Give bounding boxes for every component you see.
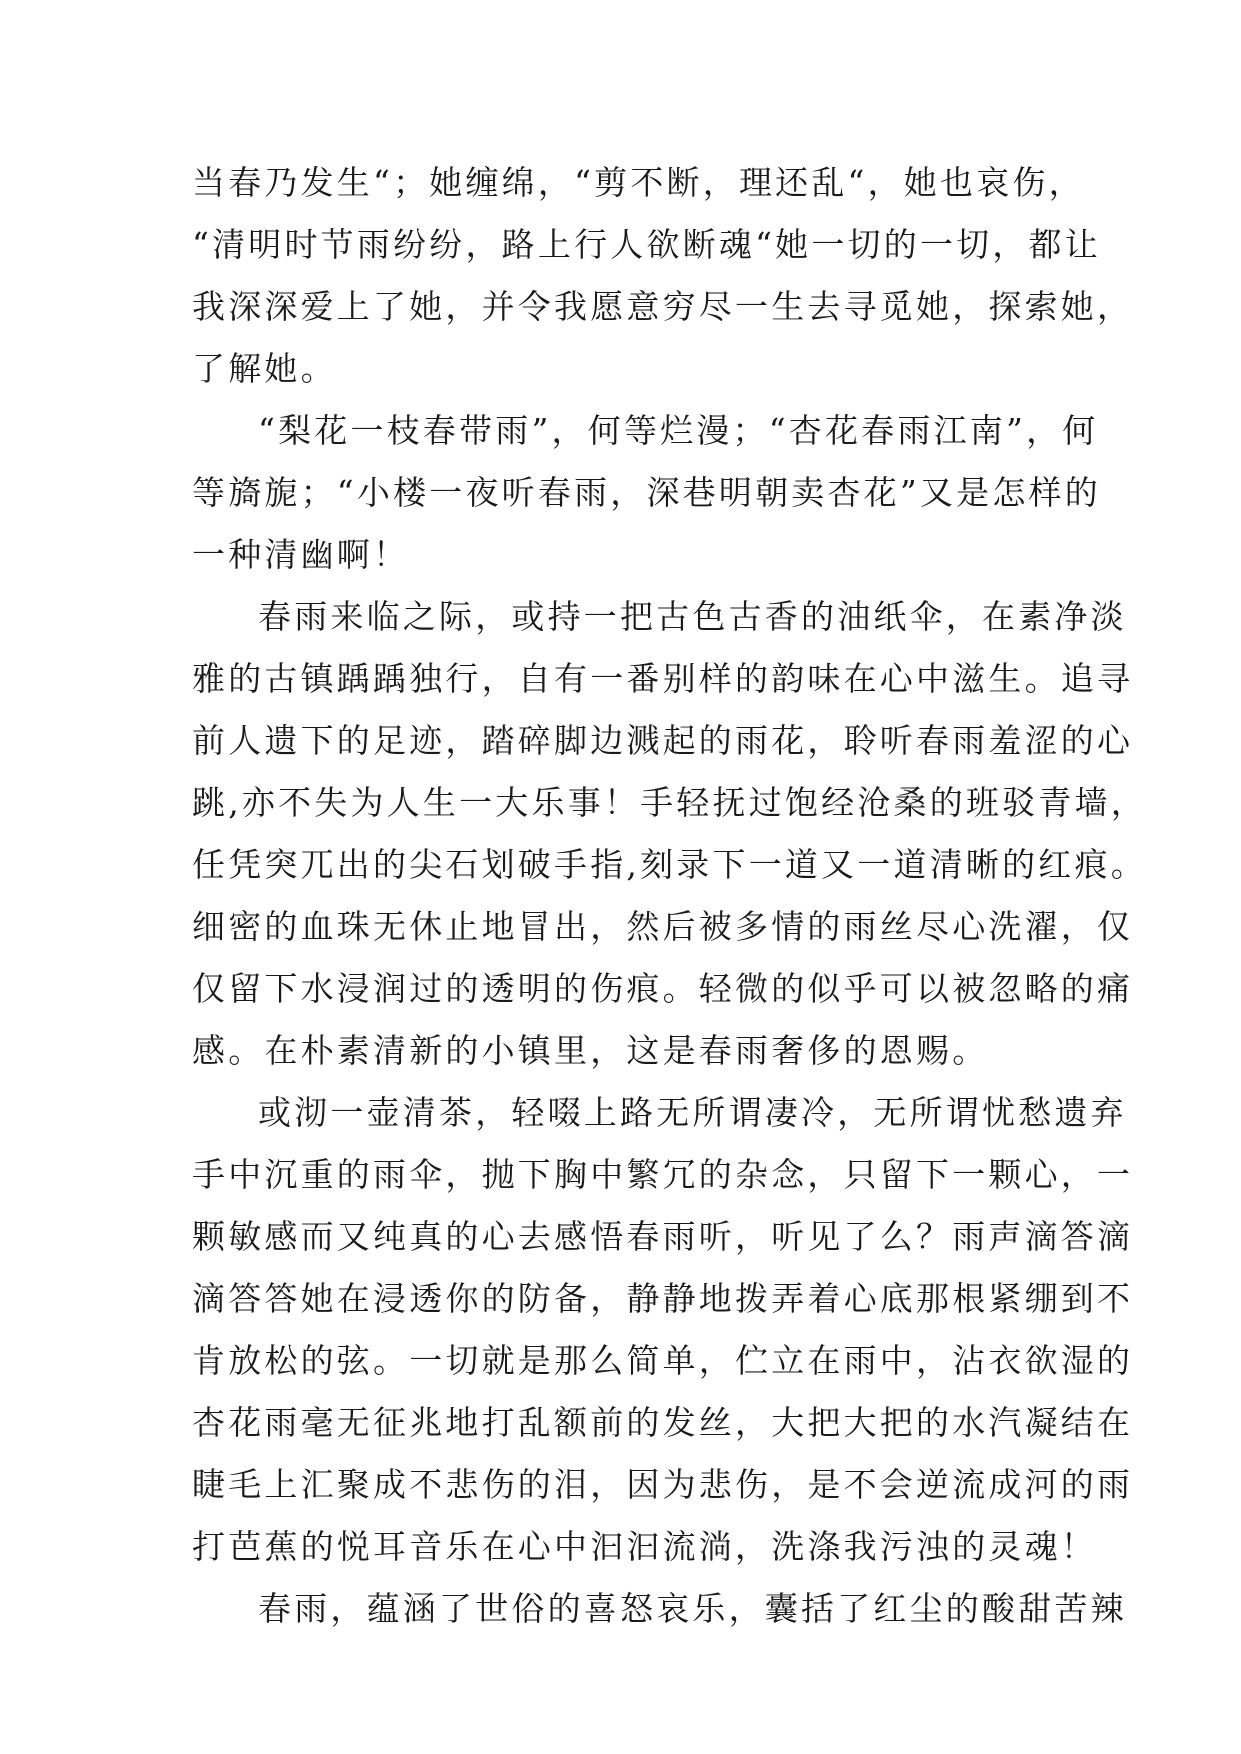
text-line: 我深深爱上了她，并令我愿意穷尽一生去寻觅她，探索她， <box>192 287 1134 326</box>
text-line: 细密的血珠无休止地冒出，然后被多情的雨丝尽心洗濯，仅 <box>192 907 1134 946</box>
paragraph-5 <box>192 1578 1127 1640</box>
paragraph-3 <box>192 586 1147 1082</box>
paragraph-1 <box>192 152 1134 400</box>
text-line: 雅的古镇踽踽独行，自有一番别样的韵味在心中滋生。追寻 <box>192 659 1134 698</box>
text-line: 春雨来临之际，或持一把古色古香的油纸伞，在素净淡 <box>258 597 1127 636</box>
text-line: 前人遗下的足迹，踏碎脚边溅起的雨花，聆听春雨羞涩的心 <box>192 721 1134 760</box>
text-line: 了解她。 <box>192 349 337 388</box>
text-line: “清明时节雨纷纷，路上行人欲断魂“她一切的一切，都让 <box>192 225 1101 264</box>
paragraph-2 <box>192 400 1101 586</box>
text-line: 等旖旎；“小楼一夜听春雨，深巷明朝卖杏花”又是怎样的 <box>192 473 1101 512</box>
text-line: 颗敏感而又纯真的心去感悟春雨听，听见了么？雨声滴答滴 <box>192 1217 1134 1256</box>
text-line: 或沏一壶清茶，轻啜上路无所谓凄冷，无所谓忧愁遗弃 <box>258 1093 1127 1132</box>
text-line: 打芭蕉的悦耳音乐在心中汩汩流淌，洗涤我污浊的灵魂！ <box>192 1527 1097 1566</box>
text-line: 杏花雨毫无征兆地打乱额前的发丝，大把大把的水汽凝结在 <box>192 1403 1134 1442</box>
text-line: 当春乃发生“；她缠绵，“剪不断，理还乱“，她也哀伤， <box>192 163 1085 202</box>
text-line: 睫毛上汇聚成不悲伤的泪，因为悲伤，是不会逆流成河的雨 <box>192 1465 1134 1504</box>
text-line: 一种清幽啊！ <box>192 535 410 574</box>
text-line: 春雨，蕴涵了世俗的喜怒哀乐，囊括了红尘的酸甜苦辣 <box>258 1589 1127 1628</box>
text-line: 任凭突兀出的尖石划破手指,刻录下一道又一道清晰的红痕。 <box>192 845 1147 884</box>
text-line: 肯放松的弦。一切就是那么简单，伫立在雨中，沾衣欲湿的 <box>192 1341 1134 1380</box>
text-line: 手中沉重的雨伞，抛下胸中繁冗的杂念，只留下一颗心，一 <box>192 1155 1134 1194</box>
text-line: 滴答答她在浸透你的防备，静静地拨弄着心底那根紧绷到不 <box>192 1279 1134 1318</box>
text-line: “梨花一枝春带雨”，何等烂漫；“杏花春雨江南”，何 <box>258 411 1099 450</box>
paragraph-4 <box>192 1082 1134 1578</box>
body-text <box>192 152 1147 1640</box>
text-line: 仅留下水浸润过的透明的伤痕。轻微的似乎可以被忽略的痛 <box>192 969 1134 1008</box>
text-line: 跳,亦不失为人生一大乐事！手轻抚过饱经沧桑的班驳青墙， <box>192 783 1147 822</box>
text-line: 感。在朴素清新的小镇里，这是春雨奢侈的恩赐。 <box>192 1031 989 1070</box>
